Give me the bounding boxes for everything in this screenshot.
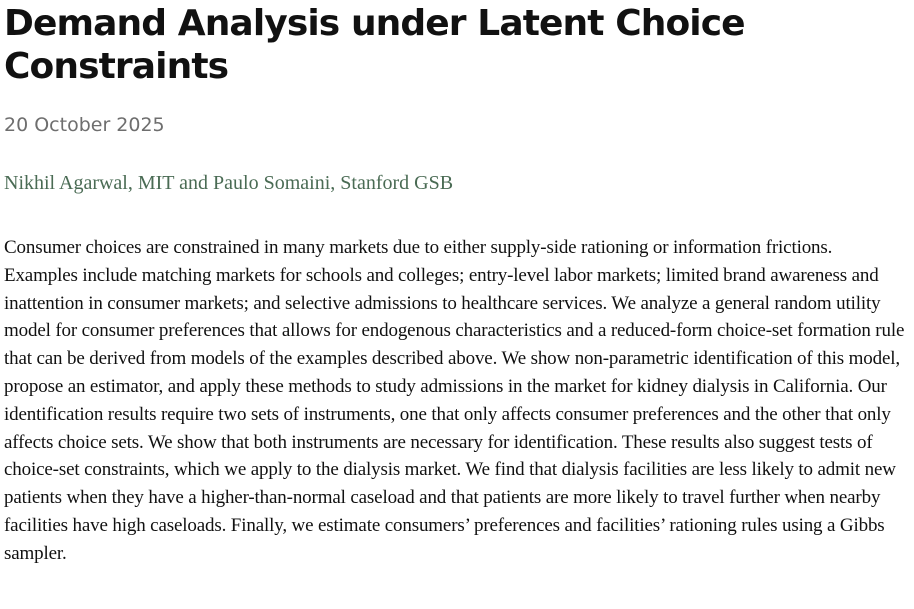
- author-line: Nikhil Agarwal, MIT and Paulo Somaini, Stanford GSB: [4, 172, 454, 194]
- article-title: Demand Analysis under Latent Choice Constraints: [4, 3, 745, 87]
- abstract-paragraph: Consumer choices are constrained in many markets due to either supply-side rationing or information frictions. Examples include matching markets for schools and colleges; entry-level labor markets; limited brand awareness and inattention in consumer markets; and selective admissions to healthcare services. We analyze a general random utility model for consumer preferences that allows for endogenous characteristics and a reduced-form choice-set formation rule that can be derived from models of the examples described above. We show non-parametric identification of this model, propose an estimator, and apply these methods to study admissions in the market for kidney dialysis in California. Our identification results require two sets of instruments, one that only affects consumer preferences and the other that only affects choice sets. We show that both instruments are necessary for identification. These results also suggest tests of choice-set constraints, which we apply to the dialysis market. We find that dialysis facilities are less likely to admit new patients when they have a higher-than-normal caseload and that patients are more likely to travel further when nearby facilities have high caseloads. Finally, we estimate consumers’ preferences and facilities’ rationing rules using a Gibbs sampler.: [4, 237, 905, 564]
- publication-date: 20 October 2025: [4, 114, 165, 136]
